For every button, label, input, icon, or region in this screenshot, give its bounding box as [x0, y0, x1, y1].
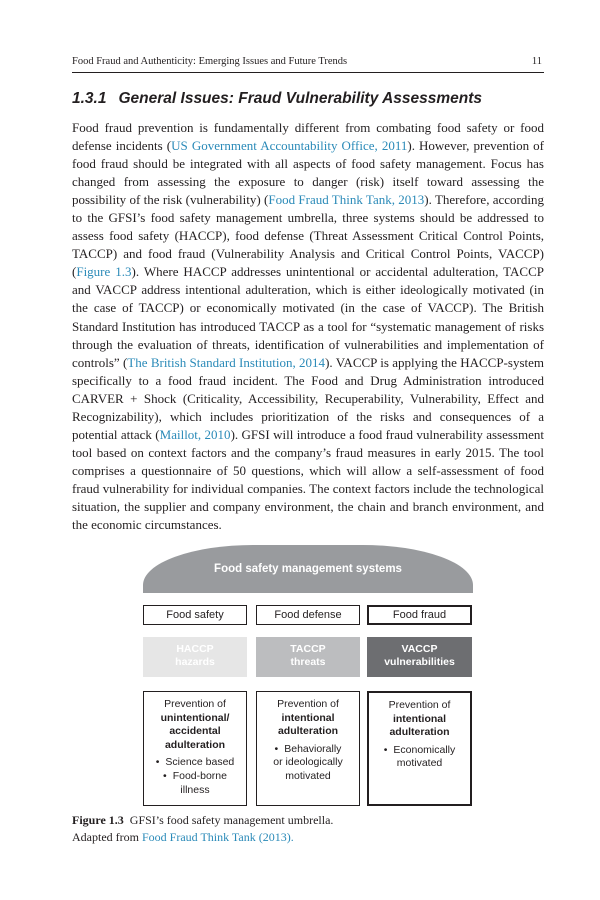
- category-sublabel: threats: [290, 656, 326, 668]
- header-rule: [72, 72, 544, 73]
- figure-caption: [72, 812, 333, 846]
- bullet-text: Behaviorally: [284, 742, 342, 755]
- bullet-text: Economically: [393, 743, 456, 756]
- caption-text: GFSI’s food safety management umbrella.: [129, 813, 334, 827]
- desc-emphasis: accidental: [169, 725, 221, 738]
- system-food-safety: Food safety: [143, 605, 247, 625]
- paragraph-text: Food fraud prevention is fundamentally different from combating food safety or food defense incidents (: [72, 120, 544, 154]
- bullet-text: Food-borne: [172, 769, 227, 782]
- bullet-text: motivated: [396, 757, 443, 770]
- bullet-icon: •: [274, 742, 279, 755]
- running-head: [72, 56, 544, 67]
- paragraph-text: ). Therefore, according to the GFSI’s food safety management umbrella, three systems should be addressed to assess food safety (HACCP), food defense (Threat Assessment Critical Control Points, TACCP) and food fraud (Vulnerability Analysis and Critical Control Points, VACCP) (: [72, 192, 544, 280]
- bullet-text: or ideologically: [273, 756, 343, 769]
- caption-source-link[interactable]: Food Fraud Think Tank (2013).: [141, 830, 294, 844]
- category-label: HACCP: [176, 643, 214, 655]
- umbrella-figure: [143, 545, 473, 807]
- citation-link-fftt[interactable]: Food Fraud Think Tank, 2013: [268, 192, 425, 208]
- desc-emphasis: adulteration: [277, 725, 339, 738]
- category-haccp: [143, 637, 247, 677]
- category-sublabel: vulnerabilities: [384, 656, 455, 668]
- category-taccp: [256, 637, 360, 677]
- desc-line: Prevention of: [277, 698, 339, 710]
- figure-link[interactable]: Figure 1.3: [76, 264, 132, 280]
- caption-source-prefix: Adapted from: [72, 830, 142, 844]
- citation-link-gao[interactable]: US Government Accountability Office, 2011: [171, 138, 408, 154]
- body-paragraph: [72, 119, 544, 534]
- paragraph-text: ). Where HACCP addresses unintentional or accidental adulteration, TACCP and VACCP address intentional adulteration, which is either ideologically motivated (in the case of TACCP) or economically motivated (in the case of VACCP). The British Standard Institution has introduced TACCP as a tool for “systematic management of risks through the evaluation of threats, identification of vulnerabilities and implementation of controls” (: [72, 264, 544, 370]
- description-haccp: [143, 691, 247, 806]
- running-title: Food Fraud and Authenticity: Emerging Issues and Future Trends: [72, 56, 348, 67]
- category-sublabel: hazards: [175, 656, 215, 668]
- section-heading: [72, 90, 482, 108]
- desc-emphasis: intentional: [281, 711, 335, 724]
- bullet-text: illness: [180, 783, 210, 796]
- desc-line: Prevention of: [164, 698, 226, 710]
- desc-emphasis: unintentional/: [160, 711, 230, 724]
- desc-emphasis: adulteration: [164, 738, 226, 751]
- paragraph-text: ). VACCP is applying the HACCP-system specifically to a food fraud incident. The Food and Drug Administration introduced CARVER + Shock (Criticality, Accessibility, Recuperability, Vulnerability, Effect and Recognizability), which includes prioritization of the risks and consequences of a potential attack (: [72, 354, 544, 442]
- system-food-fraud: Food fraud: [367, 605, 472, 625]
- desc-emphasis: intentional: [392, 712, 447, 725]
- desc-line: Prevention of: [388, 699, 451, 711]
- caption-label: Figure 1.3: [72, 813, 124, 827]
- citation-link-maillot[interactable]: Maillot, 2010: [159, 426, 231, 442]
- bullet-text: Science based: [165, 756, 235, 769]
- bullet-icon: •: [155, 756, 160, 769]
- page-number: 11: [531, 56, 542, 67]
- description-taccp: [256, 691, 360, 806]
- system-food-defense: Food defense: [256, 605, 360, 625]
- section-number: 1.3.1: [72, 90, 107, 107]
- citation-link-bsi[interactable]: The British Standard Institution, 2014: [127, 354, 326, 370]
- bullet-icon: •: [163, 769, 167, 782]
- category-label: VACCP: [401, 643, 438, 655]
- section-title: General Issues: Fraud Vulnerability Assessments: [118, 90, 483, 107]
- paragraph-text: ). However, prevention of food fraud should be integrated with all aspects of food safety management. Focus has changed from assessing the exposure to danger (risk) itself toward assessing the possibility of the risk (vulnerability) (: [72, 138, 544, 208]
- category-vaccp: [367, 637, 472, 677]
- umbrella-title: Food safety management systems: [214, 563, 402, 575]
- description-vaccp: [367, 691, 472, 806]
- bullet-text: motivated: [285, 769, 331, 782]
- category-label: TACCP: [290, 643, 326, 655]
- paragraph-text: ). GFSI will introduce a food fraud vulnerability assessment tool based on context factors and the company’s fraud measures in early 2015. The tool comprises a questionnaire of 50 questions, which will allow a self-assessment of food fraud vulnerability for individual companies. The context factors include the technological situation, the supplier and company environment, the chain and branch environment, and the economic circumstances.: [72, 426, 544, 533]
- bullet-icon: •: [383, 743, 388, 756]
- desc-emphasis: adulteration: [389, 726, 450, 739]
